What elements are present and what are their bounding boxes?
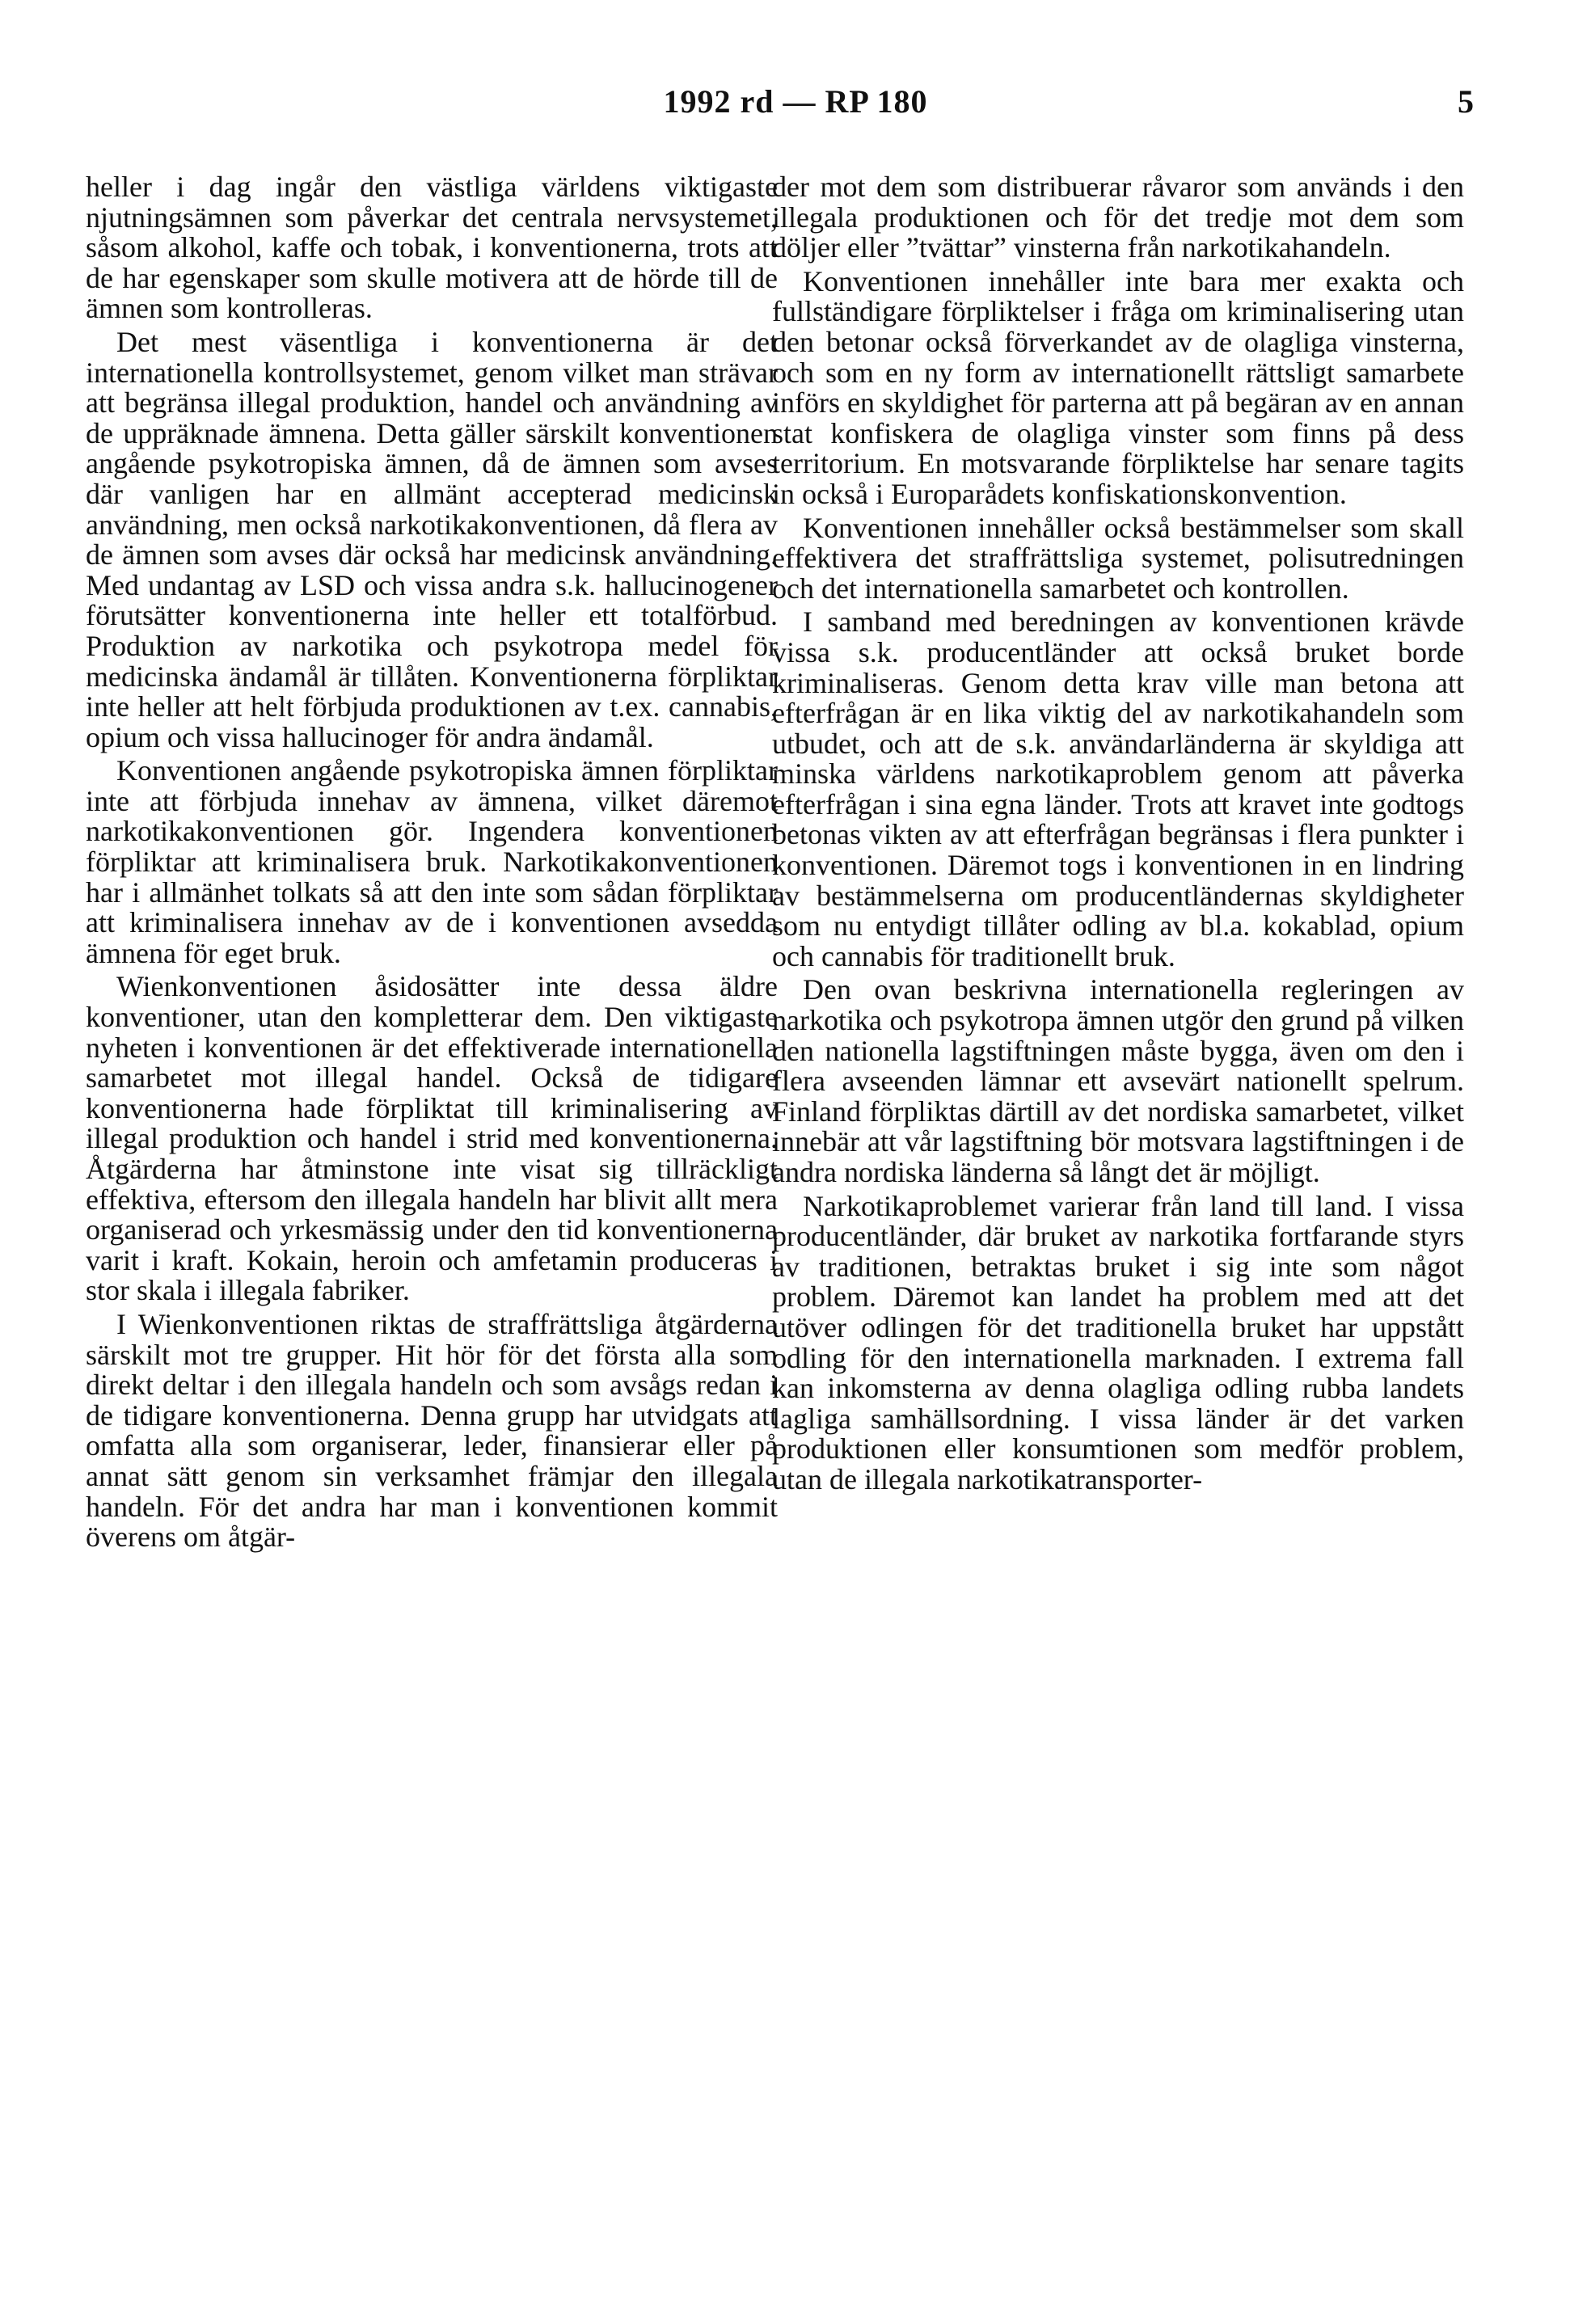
running-title: 1992 rd — RP 180 bbox=[663, 83, 928, 120]
paragraph: Konventionen angående psykotropiska ämnen förpliktar inte att förbjuda innehav av ämnena, vilket däremot narkotikakonventionen gör. Ingendera konventionen förpliktar att kriminalisera bruk. Narkotikakonventionen har i allmänhet tolkats så att den inte som sådan förpliktar att kriminalisera innehav av de i konventionen avsedda ämnena för eget bruk. bbox=[86, 754, 778, 969]
page-header bbox=[0, 78, 1591, 134]
paragraph: der mot dem som distribuerar råvaror som används i den illegala produktionen och för det tredje mot dem som döljer eller ”tvättar” vinsterna från narkotikahandeln. bbox=[772, 171, 1464, 264]
paragraph: Konventionen innehåller inte bara mer exakta och fullständigare förpliktelser i fråga om kriminalisering utan den betonar också förverkandet av de olagliga vinsterna, och som en ny form av internationellt rättsligt samarbete införs en skyldighet för parterna att på begäran av en annan stat konfiskera de olagliga vinster som finns på dess territorium. En motsvarande förpliktelse har senare tagits in också i Europarådets konfiskationskonvention. bbox=[772, 264, 1464, 510]
paragraph: Wienkonventionen åsidosätter inte dessa äldre konventioner, utan den kompletterar dem. Den viktigaste nyheten i konventionen är det effektiverade internationella samarbetet mot illegal handel. Också de tidigare konventionerna hade förpliktat till kriminalisering av illegal produktion och handel i strid med konventionerna. Åtgärderna har åtminstone inte visat sig tillräckligt effektiva, eftersom den illegala handeln har blivit allt mera organiserad och yrkesmässig under den tid konventionerna varit i kraft. Kokain, heroin och amfetamin produceras i stor skala i illegala fabriker. bbox=[86, 970, 778, 1307]
paragraph: heller i dag ingår den västliga världens viktigaste njutningsämnen som påverkar det centrala nervsystemet, såsom alkohol, kaffe och tobak, i konventionerna, trots att de har egenskaper som skulle motivera att de hörde till de ämnen som kontrolleras. bbox=[86, 171, 778, 325]
paragraph: Den ovan beskrivna internationella regleringen av narkotika och psykotropa ämnen utgör den grund på vilken den nationella lagstiftningen måste bygga, även om den i flera avseenden lämnar ett avsevärt nationellt spelrum. Finland förpliktas därtill av det nordiska samarbetet, vilket innebär att vår lagstiftning bör motsvara lagstiftningen i de andra nordiska länderna så långt det är möjligt. bbox=[772, 973, 1464, 1188]
paragraph: Konventionen innehåller också bestämmelser som skall effektivera det straffrättsliga systemet, polisutredningen och det internationella samarbetet och kontrollen. bbox=[772, 511, 1464, 605]
left-column bbox=[86, 172, 778, 1553]
page-number: 5 bbox=[1458, 83, 1474, 120]
paragraph: I samband med beredningen av konventionen krävde vissa s.k. producentländer att också bruket borde kriminaliseras. Genom detta krav ville man betona att efterfrågan är en lika viktig del av narkotikahandeln som utbudet, och att de s.k. användarländerna är skyldiga att minska världens narkotikaproblem genom att påverka efterfrågan i sina egna länder. Trots att kravet inte godtogs betonas vikten av att efterfrågan begränsas i flera punkter i konventionen. Däremot togs i konventionen in en lindring av bestämmelserna om producentländernas skyldigheter som nu entydigt tillåter odling av bl.a. kokablad, opium och cannabis för traditionellt bruk. bbox=[772, 605, 1464, 972]
paragraph: Det mest väsentliga i konventionerna är det internationella kontrollsystemet, genom vilket man strävar att begränsa illegal produktion, handel och användning av de uppräknade ämnena. Detta gäller särskilt konventionen angående psykotropiska ämnen, då de ämnen som avses där vanligen har en allmänt accepterad medicinsk användning, men också narkotikakonventionen, då flera av de ämnen som avses där också har medicinsk användning. Med undantag av LSD och vissa andra s.k. hallucinogener förutsätter konventionerna inte heller ett totalförbud. Produktion av narkotika och psykotropa medel för medicinska ändamål är tillåten. Konventionerna förpliktar inte heller att helt förbjuda produktionen av t.ex. cannabis, opium och vissa hallucinoger för andra ändamål. bbox=[86, 325, 778, 753]
right-column bbox=[772, 172, 1464, 1495]
paragraph: I Wienkonventionen riktas de straffrättsliga åtgärderna särskilt mot tre grupper. Hit hör för det första alla som direkt deltar i den illegala handeln och som avsågs redan i de tidigare konventionerna. Denna grupp har utvidgats att omfatta alla som organiserar, leder, finansierar eller på annat sätt genom sin verksamhet främjar den illegala handeln. För det andra har man i konventionen kommit överens om åtgär- bbox=[86, 1307, 778, 1554]
paragraph: Narkotikaproblemet varierar från land till land. I vissa producentländer, där bruket av narkotika fortfarande styrs av traditionen, betraktas bruket i sig inte som något problem. Däremot kan landet ha problem med att det utöver odlingen för det traditionella bruket har uppstått odling för den internationella marknaden. I extrema fall kan inkomsterna av denna olagliga odling rubba landets lagliga samhällsordning. I vissa länder är det varken produktionen eller konsumtionen som medför problem, utan de illegala narkotikatransporter- bbox=[772, 1189, 1464, 1495]
